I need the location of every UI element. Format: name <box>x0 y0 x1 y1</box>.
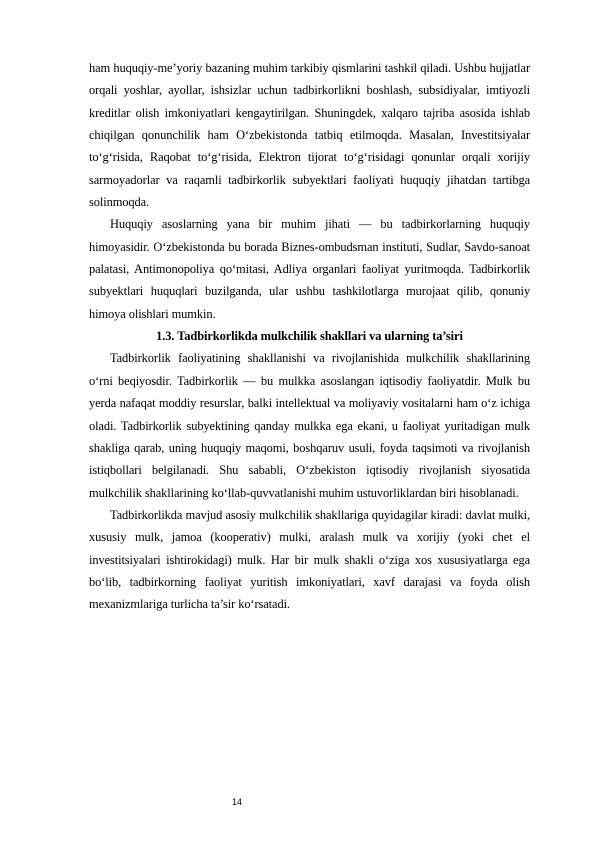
document-body <box>89 57 530 616</box>
paragraph-continued: ham huquqiy-me’yoriy bazaning muhim tarkibiy qismlarini tashkil qiladi. Ushbu hujjatlar orqali yoshlar, ayollar, ishsizlar uchun tadbirkorlikni boshlash, subsidiyalar, imtiyozli kreditlar olish imkoniyatlari kengaytirilgan. Shuningdek, xalqaro tajriba asosida ishlab chiqilgan qonunchilik ham O‘zbekistonda tatbiq etilmoqda. Masalan, Investitsiyalar to‘g‘risida, Raqobat to‘g‘risida, Elektron tijorat to‘g‘risidagi qonunlar orqali xorijiy sarmoyadorlar va raqamli tadbirkorlik subyektlari faoliyati huquqiy jihatdan tartibga solinmoqda. <box>89 61 530 210</box>
section-heading: 1.3. Tadbirkorlikda mulkchilik shakllari va ularning ta’siri <box>156 329 463 344</box>
page-number: 14 <box>232 797 243 807</box>
paragraph-ownership-role: Tadbirkorlik faoliyatining shakllanishi va rivojlanishida mulkchilik shakllarining o‘rni beqiyosdir. Tadbirkorlik — bu mulkka asoslangan iqtisodiy faoliyatdir. Mulk bu yerda nafaqat moddiy resurslar, balki intellektual va moliyaviy vositalarni ham o‘z ichiga oladi. Tadbirkorlik subyektining qanday mulkka ega ekani, u faoliyat yuritadigan mulk shakliga qarab, uning huquqiy maqomi, boshqaruv usuli, foyda taqsimoti va rivojlanish istiqbollari belgilanadi. Shu sababli, O‘zbekiston iqtisodiy rivojlanish siyosatida mulkchilik shakllarining ko‘llab-quvvatlanishi muhim ustuvorliklardan biri hisoblanadi. <box>89 351 530 500</box>
paragraph-legal-protection: Huquqiy asoslarning yana bir muhim jihati — bu tadbirkorlarning huquqiy himoyasidir. O‘zbekistonda bu borada Biznes-ombudsman instituti, Sudlar, Savdo-sanoat palatasi, Antimonopoliya qo‘mitasi, Adliya organlari faoliyat yuritmoqda. Tadbirkorlik subyektlari huquqlari buzilganda, ular ushbu tashkilotlarga murojaat qilib, qonuniy himoya olishlari mumkin. <box>89 217 530 321</box>
paragraph-ownership-forms: Tadbirkorlikda mavjud asosiy mulkchilik shakllariga quyidagilar kiradi: davlat mulki, xususiy mulk, jamoa (kooperativ) mulki, aralash mulk va xorijiy (yoki chet el investitsiyalari ishtirokidagi) mulk. Har bir mulk shakli o‘ziga xos xususiyatlarga ega bo‘lib, tadbirkorning faoliyat yuritish imkoniyatlari, xavf darajasi va foyda olish mexanizmlariga turlicha ta’sir ko‘rsatadi. <box>89 507 530 612</box>
